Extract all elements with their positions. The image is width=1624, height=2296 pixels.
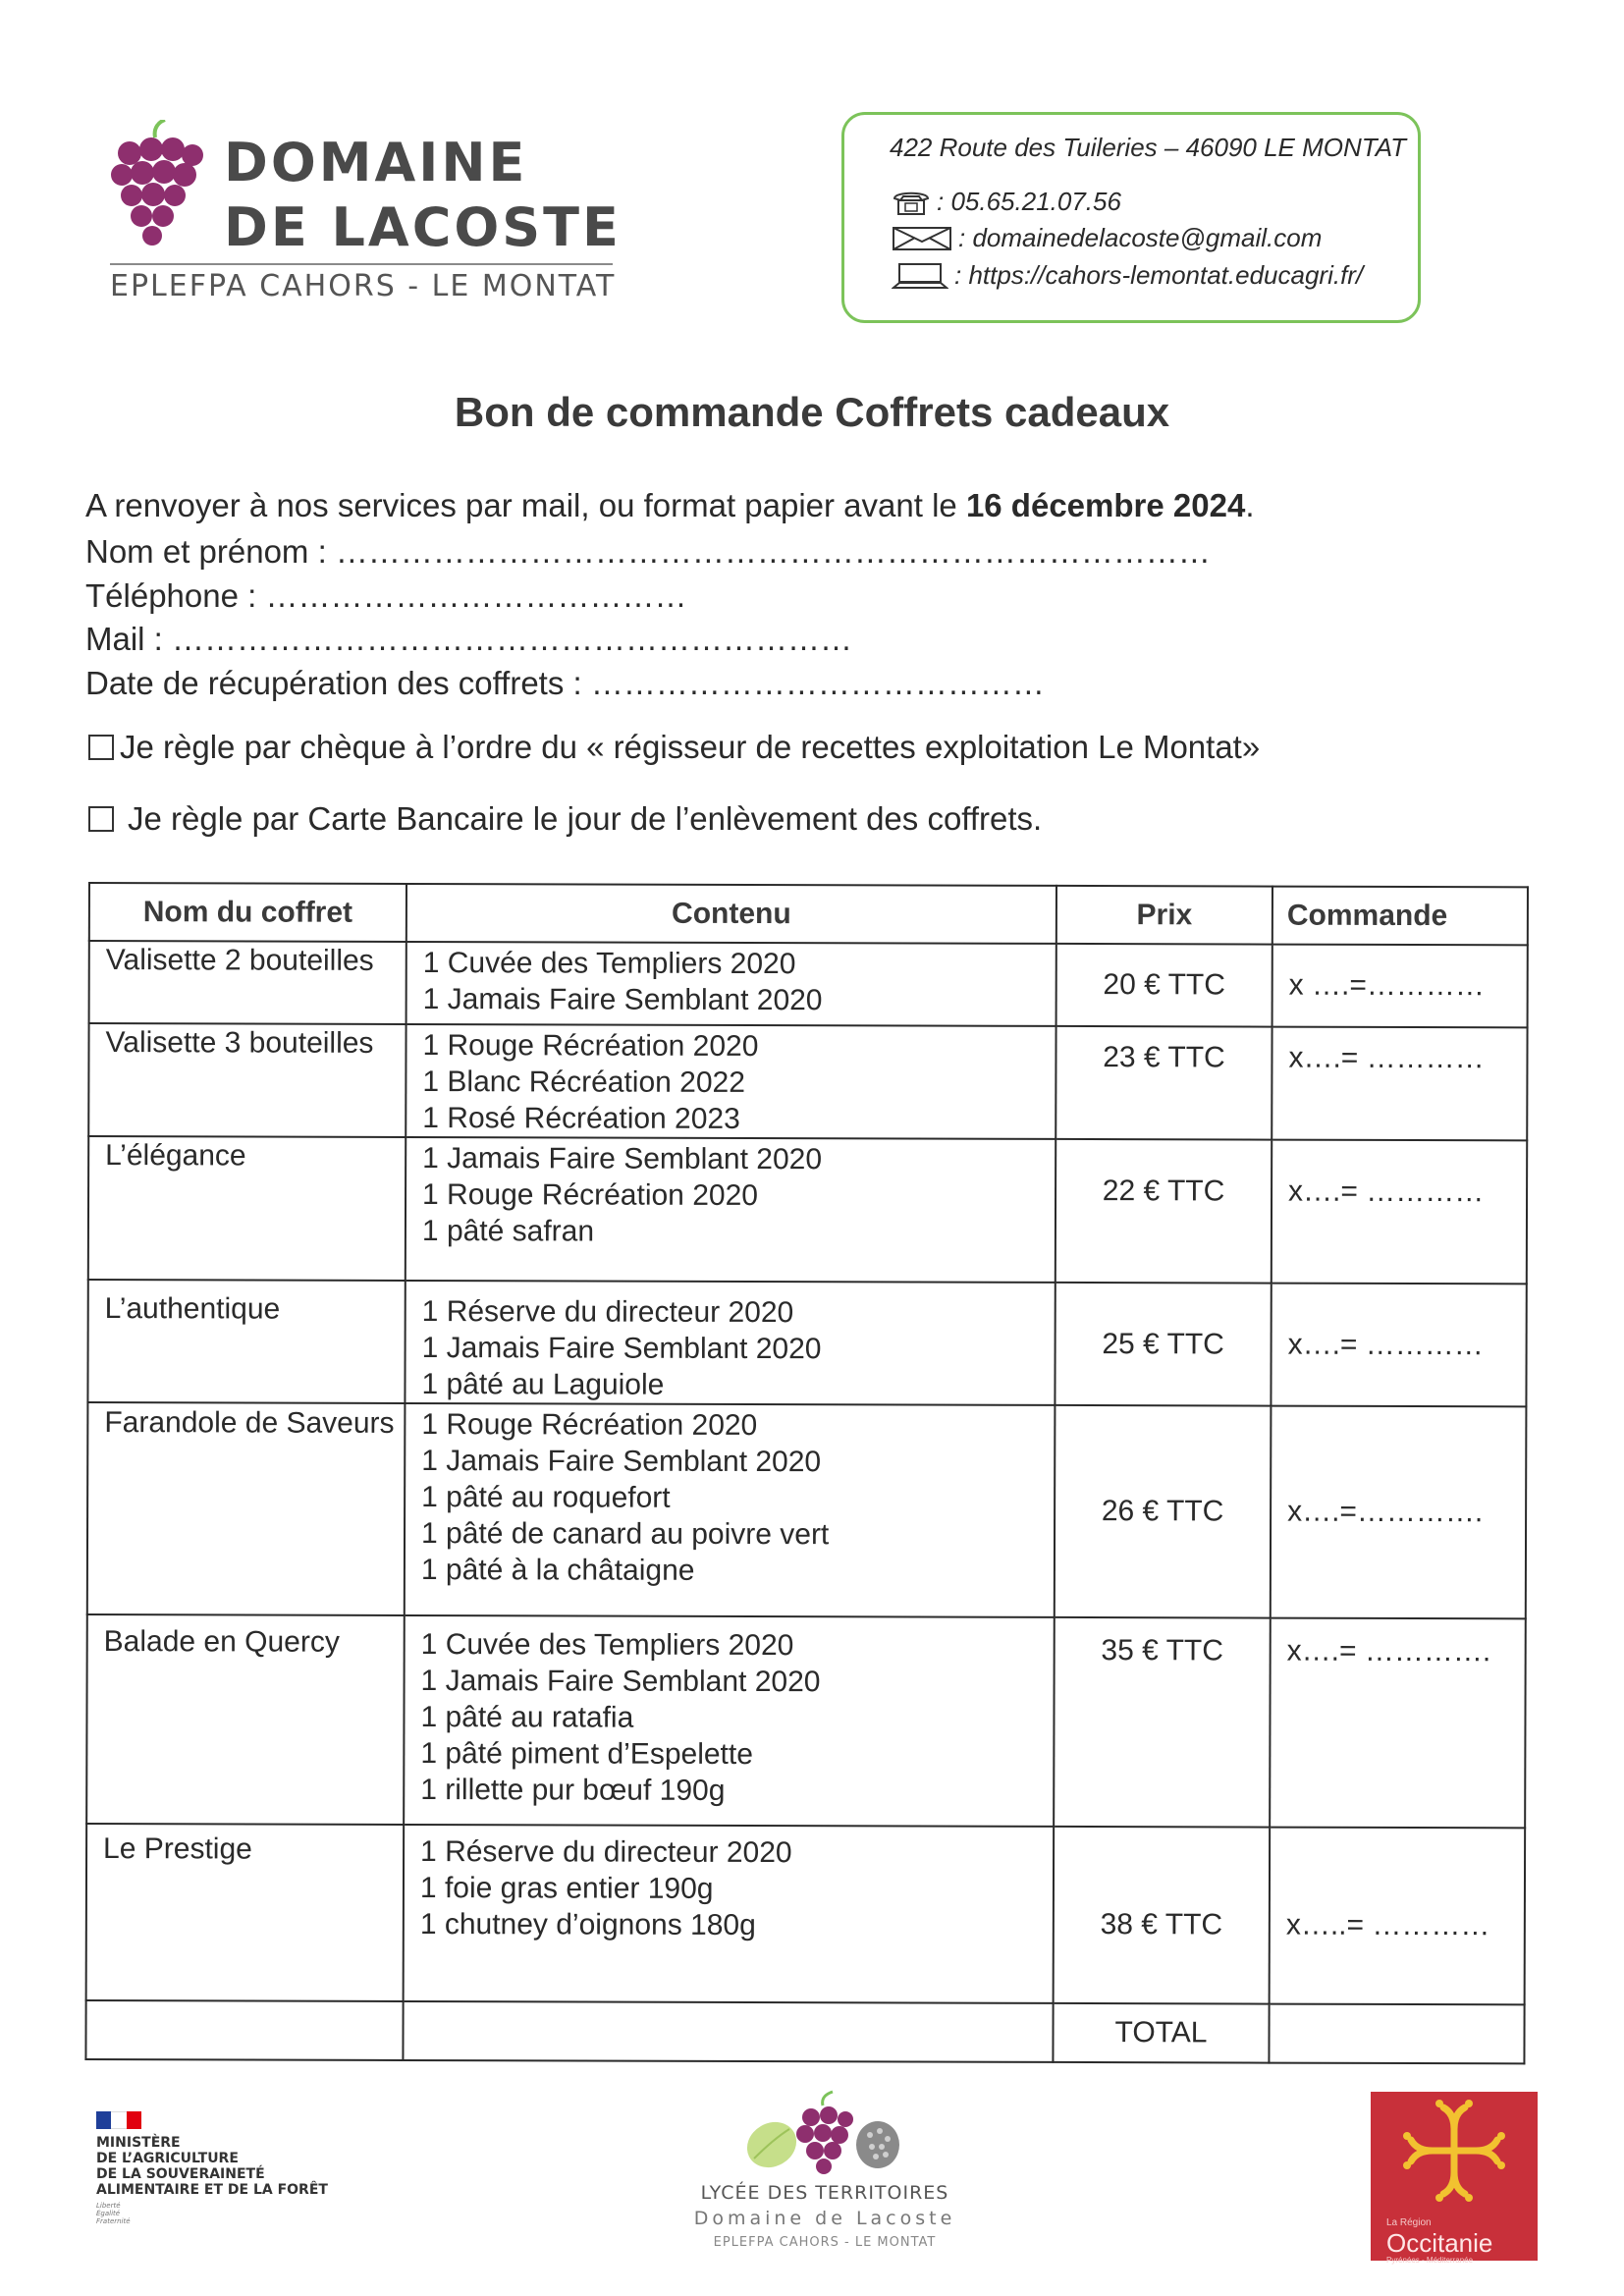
intro-deadline: 16 décembre 2024 [965, 487, 1246, 523]
coffret-name: Balade en Quercy [86, 1614, 405, 1825]
motto-line: Égalité [96, 2210, 121, 2217]
coffret-content [404, 1615, 1055, 1827]
empty-cell [403, 2001, 1053, 2062]
content-line: 1 Rosé Récréation 2023 [422, 1102, 740, 1135]
coffret-name: L’élégance [88, 1136, 406, 1281]
content-line: 1 Rouge Récréation 2020 [421, 1408, 758, 1443]
content-line: 1 Jamais Faire Semblant 2020 [422, 1142, 823, 1176]
motto-line: Liberté [96, 2202, 121, 2210]
lycee-line1: LYCÉE DES TERRITOIRES [700, 2182, 949, 2204]
order-table [84, 882, 1529, 2064]
content-line: 1 pâté safran [421, 1215, 595, 1248]
content-line: 1 Cuvée des Templiers 2020 [420, 1628, 794, 1663]
header-order: Commande [1272, 887, 1528, 946]
card-checkbox[interactable] [88, 806, 114, 832]
page-title: Bon de commande Coffrets cadeaux [454, 389, 1170, 435]
cheque-label: Je règle par chèque à l’ordre du « régisseur de recettes exploitation Le Montat» [120, 729, 1261, 765]
payment-card-option[interactable] [88, 800, 1042, 838]
coffret-content [406, 1137, 1056, 1283]
table-header-row [89, 883, 1528, 945]
coffret-content [405, 1403, 1056, 1617]
logo-title-line2: DE LACOSTE [224, 196, 622, 258]
lycee-line2: Domaine de Lacoste [693, 2208, 956, 2229]
coffret-content [404, 1825, 1055, 2003]
order-quantity-field[interactable]: x….= …………. [1270, 1618, 1526, 1829]
empty-cell [85, 2000, 403, 2060]
card-label: Je règle par Carte Bancaire le jour de l’enlèvement des coffrets. [128, 800, 1043, 837]
payment-cheque-option[interactable] [88, 729, 1260, 766]
content-line: 1 Jamais Faire Semblant 2020 [422, 983, 823, 1017]
ministry-line: MINISTÈRE [96, 2135, 181, 2151]
content-line: 1 rillette pur bœuf 190g [420, 1774, 726, 1807]
ministry-logo [96, 2111, 391, 2225]
contact-phone-row [892, 187, 1121, 217]
header-price: Prix [1056, 886, 1272, 945]
contact-email-row [892, 223, 1322, 253]
total-value-field[interactable] [1269, 2004, 1524, 2064]
content-line: 1 Jamais Faire Semblant 2020 [421, 1445, 822, 1479]
coffret-content [405, 1281, 1055, 1405]
contact-website-row [892, 260, 1363, 291]
table-total-row [85, 2000, 1524, 2063]
header-name: Nom du coffret [89, 883, 406, 942]
content-line: 1 Réserve du directeur 2020 [420, 1835, 792, 1870]
coffret-name: Valisette 2 bouteilles [89, 941, 406, 1024]
lycee-line3: EPLEFPA CAHORS - LE MONTAT [713, 2235, 937, 2250]
content-line: 1 Jamais Faire Semblant 2020 [421, 1332, 822, 1366]
content-line: 1 Rouge Récréation 2020 [422, 1178, 759, 1213]
table-row [89, 941, 1528, 1027]
lycee-logo-icon [725, 2090, 921, 2178]
coffret-price: 35 € TTC [1054, 1617, 1271, 1828]
ministry-line: DE L’AGRICULTURE [96, 2151, 239, 2166]
mail-field-line[interactable]: Mail : ……………………………………………………… [85, 621, 853, 657]
coffret-price: 20 € TTC [1056, 944, 1272, 1027]
content-line: 1 foie gras entier 190g [419, 1872, 714, 1905]
content-line: 1 Blanc Récréation 2022 [422, 1066, 746, 1099]
content-line: 1 pâté de canard au poivre vert [420, 1517, 830, 1552]
coffret-name: L’authentique [87, 1280, 405, 1403]
table-row [88, 1136, 1527, 1284]
content-line: 1 pâté au roquefort [421, 1481, 671, 1514]
content-line: 1 pâté piment d’Espelette [420, 1737, 753, 1772]
logo-subtitle: EPLEFPA CAHORS - LE MONTAT [110, 269, 617, 303]
laptop-icon [892, 262, 948, 290]
ministry-name [96, 2135, 391, 2198]
content-line: 1 chutney d’oignons 180g [419, 1908, 756, 1942]
content-line: 1 Jamais Faire Semblant 2020 [420, 1665, 821, 1699]
french-flag-icon [96, 2111, 141, 2129]
order-quantity-field[interactable]: x…..= ………… [1270, 1828, 1526, 2005]
coffret-price: 25 € TTC [1055, 1283, 1271, 1406]
header-content: Contenu [406, 884, 1056, 944]
contact-email-link[interactable]: : domainedelacoste@gmail.com [958, 223, 1323, 252]
logo-title-line1: DOMAINE [224, 132, 528, 193]
lycee-name [687, 2182, 962, 2250]
cheque-checkbox[interactable] [88, 735, 114, 760]
table-row [87, 1280, 1526, 1406]
coffret-name: Le Prestige [86, 1824, 405, 2001]
coffret-price: 22 € TTC [1056, 1139, 1272, 1284]
contact-website-link[interactable]: : https://cahors-lemontat.educagri.fr/ [954, 260, 1364, 290]
content-line: 1 pâté au Laguiole [421, 1368, 665, 1401]
coffret-price: 23 € TTC [1056, 1026, 1272, 1140]
logo-divider [110, 263, 613, 265]
grape-logo-icon [108, 120, 206, 257]
contact-address: 422 Route des Tuileries – 46090 LE MONTAT [890, 133, 1407, 162]
order-quantity-field[interactable]: x….= ………… [1271, 1284, 1526, 1407]
name-field-line[interactable]: Nom et prénom : ……………………………………………………………………… [85, 533, 1211, 570]
table-row [87, 1402, 1527, 1618]
contact-phone: : 05.65.21.07.56 [937, 187, 1121, 216]
coffret-price: 26 € TTC [1055, 1405, 1272, 1618]
ministry-line: ALIMENTAIRE ET DE LA FORÊT [96, 2182, 328, 2198]
motto-line: Fraternité [96, 2217, 131, 2225]
coffret-price: 38 € TTC [1054, 1827, 1271, 2004]
ministry-line: DE LA SOUVERAINETÉ [96, 2166, 265, 2182]
coffret-content [406, 1024, 1056, 1139]
coffret-content [406, 942, 1056, 1026]
ministry-motto [96, 2202, 391, 2225]
pickup-date-field-line[interactable]: Date de récupération des coffrets : …………………………………… [85, 665, 1045, 701]
region-label-small: La Région [1386, 2217, 1432, 2228]
region-name: Occitanie [1386, 2228, 1493, 2258]
coffret-name: Farandole de Saveurs [87, 1402, 406, 1615]
intro-prefix: A renvoyer à nos services par mail, ou format papier avant le [85, 487, 966, 523]
content-line: 1 Cuvée des Templiers 2020 [422, 947, 796, 981]
phone-icon [892, 189, 931, 216]
order-quantity-field[interactable]: x….= ………… [1272, 1140, 1527, 1285]
total-label: TOTAL [1053, 2003, 1269, 2063]
table-row [86, 1614, 1526, 1828]
table-row [86, 1824, 1526, 2004]
region-subtitle: Pyrénées - Méditerranée [1386, 2256, 1474, 2265]
envelope-icon [892, 226, 952, 251]
intro-text [85, 487, 1254, 524]
phone-field-line[interactable]: Téléphone : ………………………………… [85, 577, 687, 614]
order-quantity-field[interactable]: x ….=………… [1272, 945, 1528, 1028]
table-row [88, 1023, 1527, 1140]
order-quantity-field[interactable]: x….=…………. [1271, 1406, 1527, 1619]
content-line: 1 pâté à la châtaigne [420, 1554, 695, 1587]
content-line: 1 Réserve du directeur 2020 [421, 1295, 794, 1330]
intro-suffix: . [1245, 487, 1255, 523]
content-line: 1 pâté au ratafia [420, 1701, 634, 1734]
coffret-name: Valisette 3 bouteilles [88, 1023, 406, 1137]
order-quantity-field[interactable]: x….= ………… [1272, 1027, 1527, 1141]
content-line: 1 Rouge Récréation 2020 [422, 1029, 759, 1064]
occitan-cross-icon [1371, 2092, 1538, 2210]
